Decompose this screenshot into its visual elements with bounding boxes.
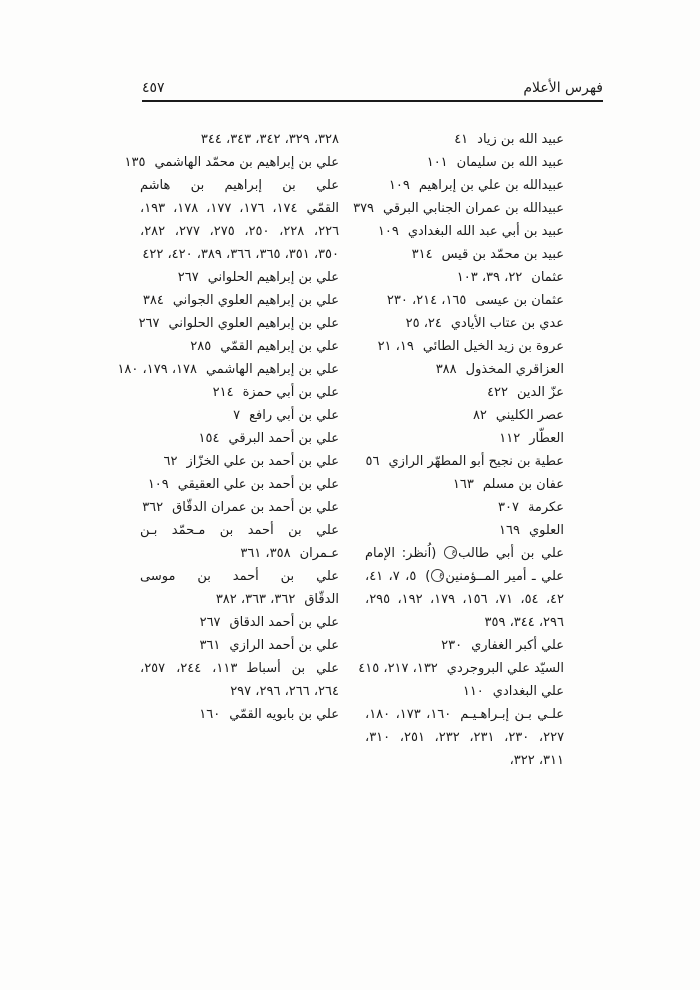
index-entry <box>117 358 339 381</box>
index-entry <box>365 450 564 473</box>
index-entry <box>365 496 564 519</box>
entry-name: علـي بـن إبـراهـيـم <box>460 707 564 722</box>
entry-pages: ٥، ٧، ٤١، ٤٢، ٥٤، ٧١، ١٥٦، ١٧٩، ١٩٢، ٢٩٥، ٢٩٦، ٣٤٤، ٣٥٩ <box>365 569 565 630</box>
index-columns <box>117 128 565 772</box>
index-entry <box>140 634 339 657</box>
entry-name: علي بن أحمد بن موسى الدقّاق <box>140 569 339 607</box>
entry-name: علي بن أحمد بن علي الخزّاز <box>186 454 339 469</box>
entry-pages: ٣٨٨ <box>435 362 457 377</box>
index-entry <box>140 312 339 335</box>
entry-pages: ٢١٤ <box>212 385 234 400</box>
entry-pages: ٣٧٩ <box>353 201 375 216</box>
entry-name: علي بن أبي طالبع (اُنظر: الإمام علي ـ أمير المــؤمنينع) <box>365 546 565 584</box>
index-entry <box>140 174 339 266</box>
index-entry <box>365 542 564 634</box>
entry-pages: ١٣٢، ٢١٧، ٤١٥ <box>358 661 438 676</box>
index-entry <box>365 519 564 542</box>
entry-pages: ٢٨٥ <box>190 339 212 354</box>
index-entry <box>365 289 564 312</box>
entry-pages: ١٣٥ <box>124 155 146 170</box>
entry-name: عبيد الله بن سليمان <box>456 155 564 170</box>
index-entry <box>140 565 339 611</box>
index-entry <box>365 381 564 404</box>
entry-name: علي بن بابويه القمّي <box>229 707 339 722</box>
index-entry <box>140 519 339 565</box>
entry-name: علي بن إبراهيم بن هاشم القمّي <box>140 178 340 216</box>
entry-name: العلوي <box>528 523 564 538</box>
index-entry <box>365 473 564 496</box>
entry-pages: ١٦٣ <box>452 477 474 492</box>
entry-pages: ٢٦٧ <box>177 270 199 285</box>
entry-pages: ١٧٤، ١٧٦، ١٧٧، ١٧٨، ١٩٣، ٢٢٦، ٢٢٨، ٢٥٠، ٢٧٥، ٢٧٧، ٢٨٢، ٣٥٠، ٣٥١، ٣٦٥، ٣٦٦، ٣٨٩، ٤٢٠، ٤٢٢ <box>140 201 340 262</box>
index-entry <box>365 151 564 174</box>
index-entry <box>140 335 339 358</box>
entry-name: علي بن إبراهيم الهاشمي <box>205 362 339 377</box>
header-title: فهرس الأعلام <box>523 80 603 96</box>
entry-name: علي بن أحمد بن مـحمّد بـن عـمران <box>140 523 339 561</box>
entry-name: علي بن أسباط <box>246 661 339 676</box>
index-entry <box>140 611 339 634</box>
entry-name: عروة بن زيد الخيل الطائي <box>422 339 564 354</box>
index-entry <box>365 174 564 197</box>
entry-pages: ٨٢ <box>472 408 487 423</box>
alayhi-salam-symbol: ع <box>444 546 457 559</box>
entry-pages: ١٥٤ <box>198 431 220 446</box>
entry-name: عصر الكليني <box>495 408 564 423</box>
entry-pages: ١٦٩ <box>499 523 520 538</box>
entry-name: علي بن أحمد الدقاق <box>229 615 339 630</box>
index-entry <box>140 266 339 289</box>
entry-pages: ٣٠٧ <box>498 500 519 515</box>
entry-pages: ٣٨٤ <box>142 293 164 308</box>
entry-pages: ٣٦٢، ٣٦٣، ٣٨٢ <box>215 592 296 607</box>
alayhi-salam-symbol: ع <box>431 569 444 582</box>
entry-name: عكرمة <box>527 500 564 515</box>
entry-name: علي بن إبراهيم الحلواني <box>207 270 339 285</box>
index-entry <box>365 220 564 243</box>
index-entry <box>365 680 564 703</box>
index-entry <box>140 450 339 473</box>
entry-name: عدي بن عتاب الأيادي <box>450 316 564 331</box>
left-column <box>117 128 340 772</box>
entry-pages: ٤٢٢ <box>487 385 509 400</box>
index-entry <box>140 496 339 519</box>
index-entry <box>140 289 339 312</box>
index-entry <box>365 312 564 335</box>
entry-pages: ١٦٠ <box>199 707 221 722</box>
entry-pages: ٢٤، ٢٥ <box>405 316 442 331</box>
entry-pages: ١١٣، ٢٤٤، ٢٥٧، ٢٦٤، ٢٦٦، ٢٩٦، ٢٩٧ <box>140 661 339 699</box>
entry-name: عبيد بن محمّد بن قيس <box>441 247 564 262</box>
index-entry <box>365 634 564 657</box>
entry-pages: ١٧٨، ١٧٩، ١٨٠ <box>117 362 197 377</box>
entry-pages: ١٦٠، ١٧٣، ١٨٠، ٢٢٧، ٢٣٠، ٢٣١، ٢٣٢، ٢٥١، ٣١٠، ٣١١، ٣٢٢، <box>365 707 565 768</box>
entry-name: علي بن إبراهيم العلوي الحلواني <box>168 316 339 331</box>
entry-name: علي أكبر الغفاري <box>471 638 564 653</box>
entry-pages: ٣٦٢ <box>142 500 164 515</box>
entry-pages: ١٦٥، ٢١٤، ٢٣٠ <box>386 293 467 308</box>
entry-name: العزاقري المخذول <box>465 362 564 377</box>
entry-pages: ٢٦٧ <box>199 615 221 630</box>
entry-pages: ٢٦٧ <box>138 316 160 331</box>
entry-name: عبيد بن أبي عبد الله البغدادي <box>407 224 564 239</box>
entry-pages: ٢٣٠ <box>441 638 463 653</box>
index-entry <box>365 335 564 358</box>
index-entry <box>365 243 564 266</box>
index-entry <box>365 358 564 381</box>
entry-pages: ١٠١ <box>426 155 448 170</box>
entry-pages: ٤١ <box>454 132 469 147</box>
entry-name: عثمان <box>531 270 564 285</box>
entry-name: علي بن أحمد البرقي <box>228 431 339 446</box>
index-entry <box>365 266 564 289</box>
index-entry <box>124 151 339 174</box>
index-entry <box>353 197 564 220</box>
entry-pages: ١٠٩ <box>147 477 169 492</box>
entry-name: علي بن أبي رافع <box>249 408 339 423</box>
index-entry <box>140 703 339 726</box>
entry-name: علي بن أحمد الرازي <box>229 638 339 653</box>
entry-pages: ١٠٩ <box>377 224 399 239</box>
index-entry <box>365 427 564 450</box>
entry-pages: ٧ <box>233 408 241 423</box>
entry-name: عطية بن نجيح أبو المطهّر الرازي <box>388 454 564 469</box>
entry-name: عفان بن مسلم <box>482 477 564 492</box>
index-entry <box>140 404 339 427</box>
entry-pages: ١٠٩ <box>388 178 410 193</box>
index-entry <box>140 473 339 496</box>
entry-pages: ٥٦ <box>365 454 380 469</box>
index-entry <box>365 703 564 772</box>
entry-name: عبيدالله بن عمران الجنابي البرقي <box>383 201 564 216</box>
entry-pages: ١١٢ <box>499 431 521 446</box>
index-entry <box>140 381 339 404</box>
pages-continuation-line: ٣٢٨، ٣٢٩، ٣٤٢، ٣٤٣، ٣٤٤ <box>200 132 339 147</box>
entry-name: عبيدالله بن علي بن إبراهيم <box>418 178 564 193</box>
entry-pages: ١١٠ <box>462 684 484 699</box>
entry-pages: ٣٦١ <box>199 638 221 653</box>
entry-name: علي بن إبراهيم القمّي <box>220 339 339 354</box>
index-entry <box>140 427 339 450</box>
index-entry <box>365 404 564 427</box>
page-header <box>142 80 603 102</box>
entry-name: علي بن أبي حمزة <box>242 385 339 400</box>
entry-pages: ٦٢ <box>163 454 178 469</box>
entry-name: علي بن إبراهيم بن محمّد الهاشمي <box>154 155 339 170</box>
index-entry <box>365 128 564 151</box>
entry-name: عزّ الدين <box>517 385 564 400</box>
entry-name: علي بن أحمد بن عمران الدقّاق <box>172 500 339 515</box>
entry-name: عثمان بن عيسى <box>475 293 564 308</box>
entry-name: علي البغدادي <box>492 684 564 699</box>
entry-name: السيّد علي البروجردي <box>446 661 564 676</box>
right-column <box>353 128 565 772</box>
entry-name: علي بن إبراهيم العلوي الجواني <box>172 293 339 308</box>
entry-pages: ٣٥٨، ٣٦١ <box>240 546 291 561</box>
index-entry <box>358 657 564 680</box>
entry-pages: ٣١٤ <box>411 247 433 262</box>
entry-pages: ١٩، ٢١ <box>377 339 414 354</box>
entry-pages: ٢٢، ٣٩، ١٠٣ <box>456 270 523 285</box>
page-number: ٤٥٧ <box>142 80 165 96</box>
index-entry <box>140 657 339 703</box>
entry-name: عبيد الله بن زياد <box>477 132 564 147</box>
entry-name: علي بن أحمد بن علي العقيقي <box>177 477 339 492</box>
entry-name: العطّار <box>529 431 564 446</box>
